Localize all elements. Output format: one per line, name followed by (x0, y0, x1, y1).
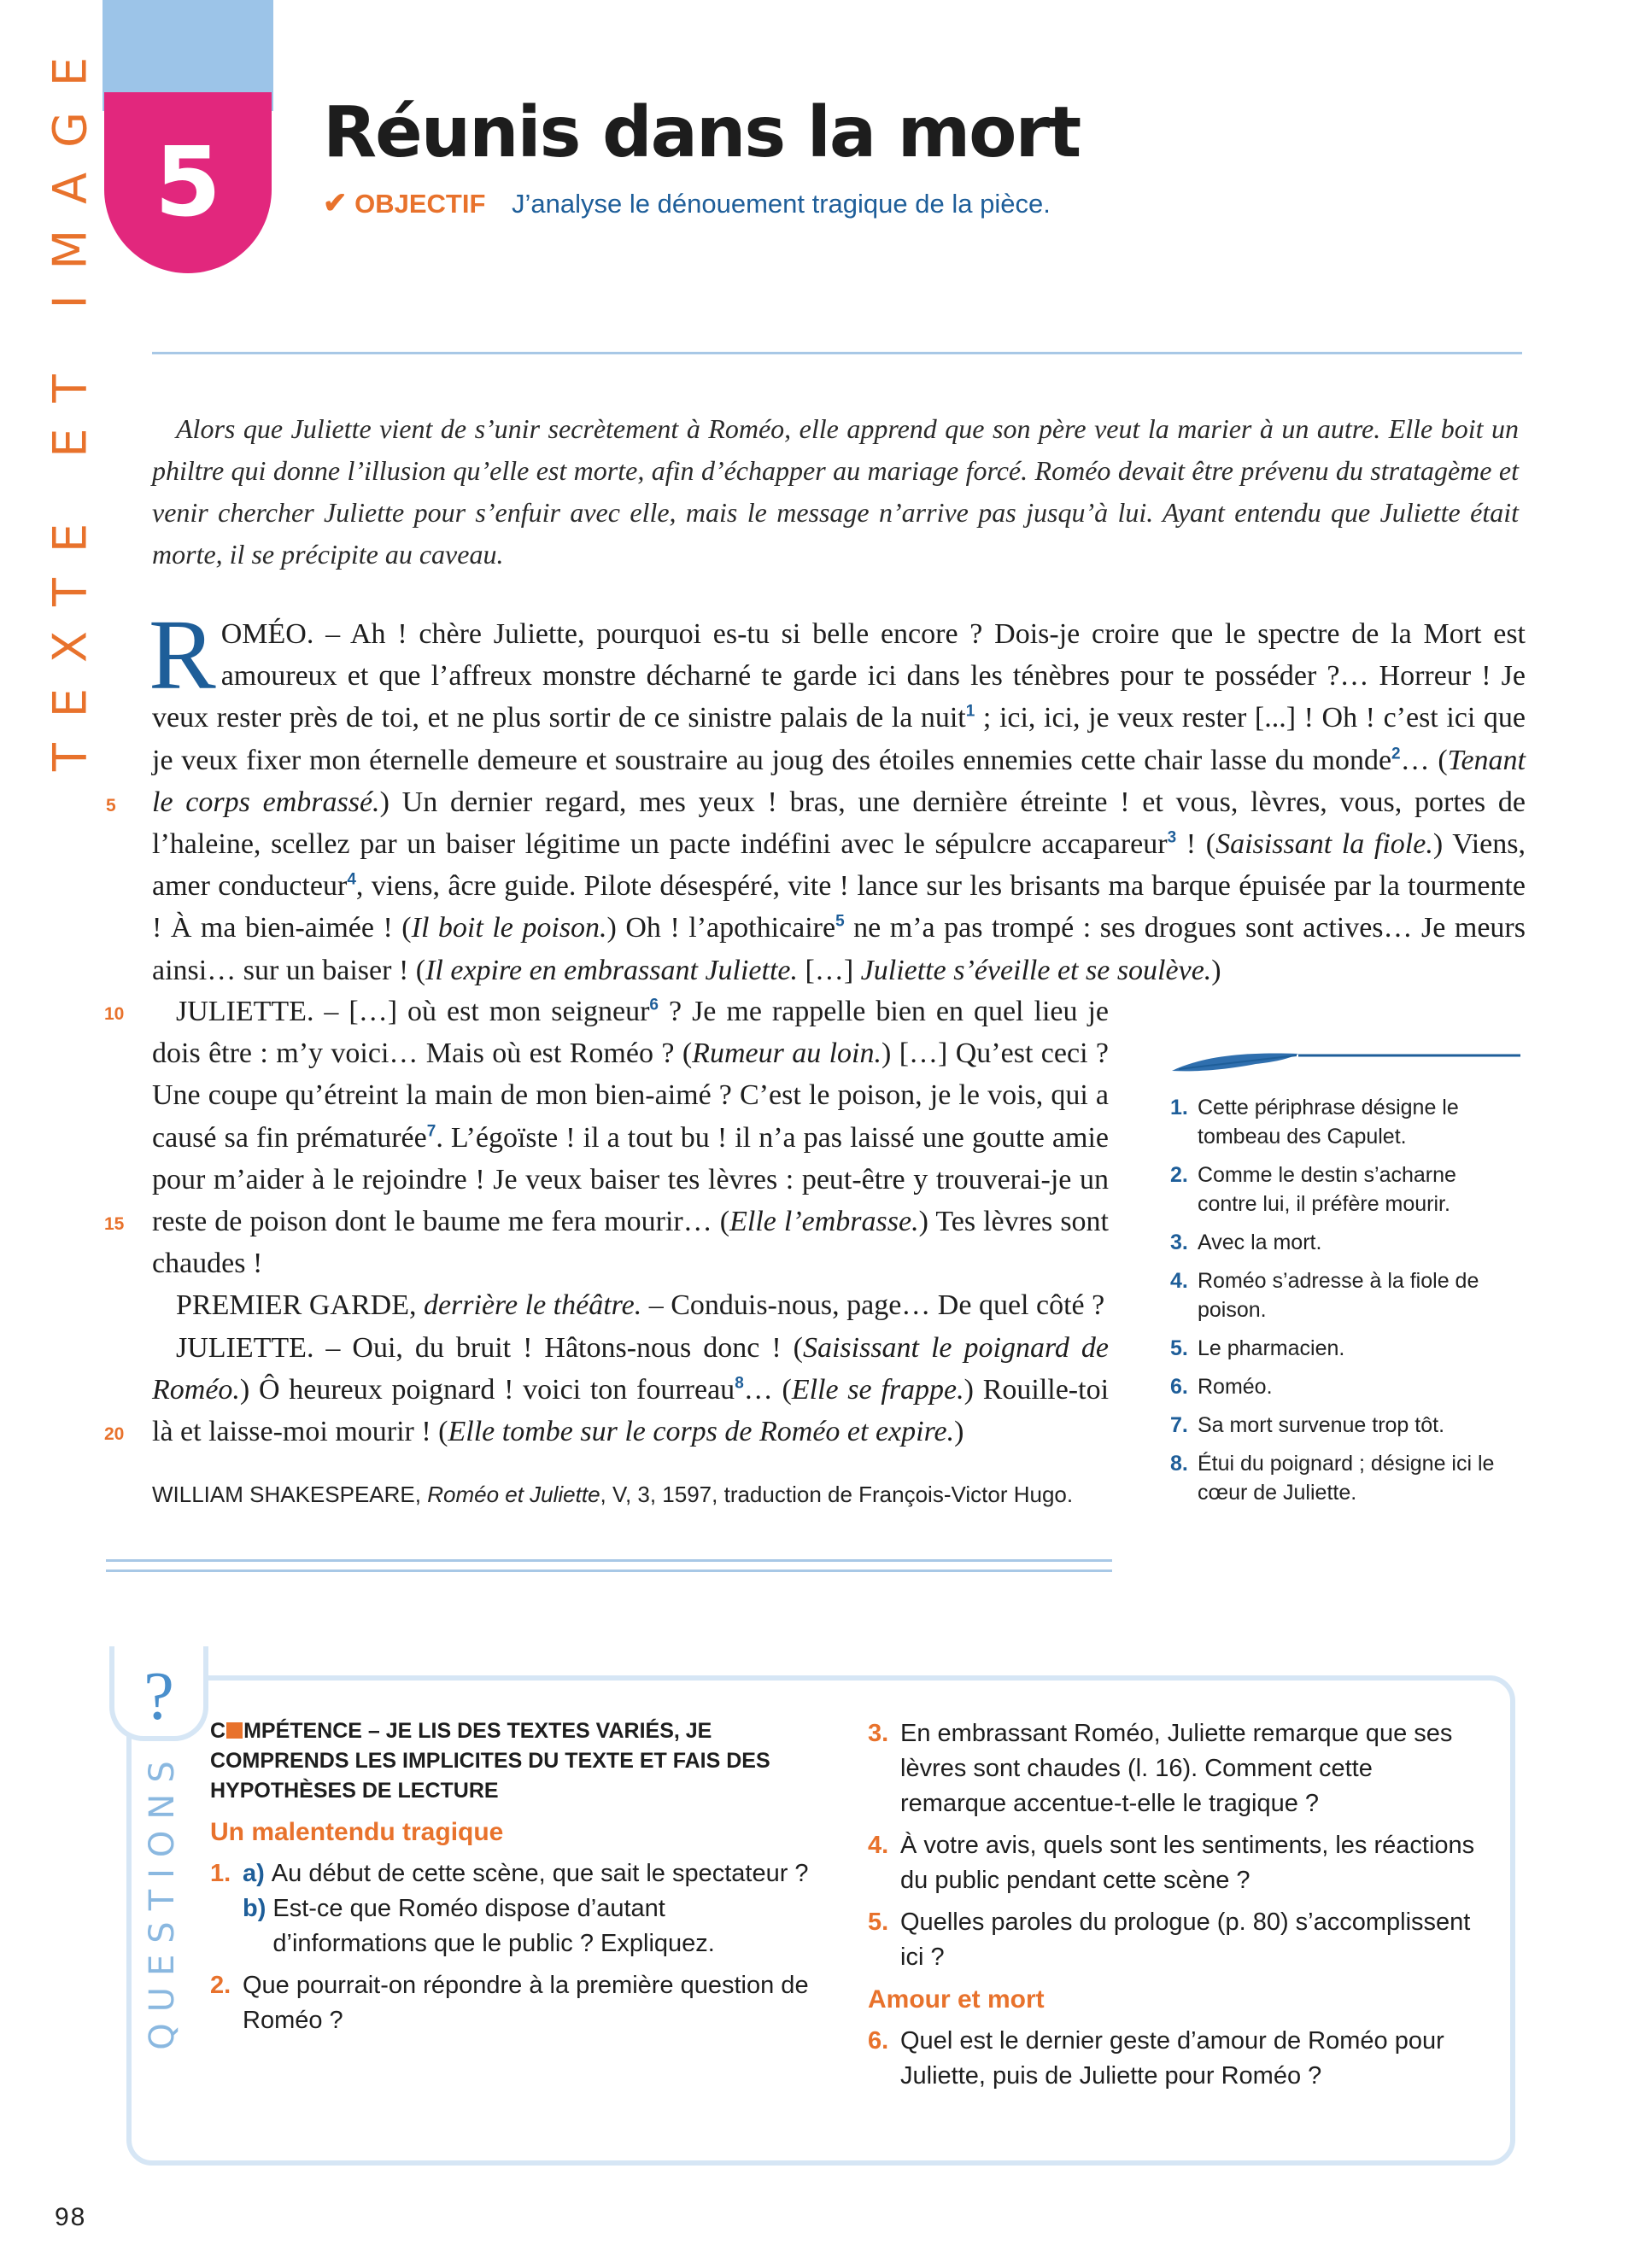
question-6: 6. Quel est le dernier geste d’amour de Roméo pour Juliette, puis de Juliette pour Roméo ? (868, 2027, 1444, 2090)
footnote: 2. Comme le destin s’acharne contre lui, il préfère mourir. (1170, 1163, 1456, 1216)
question-5: 5. Quelles paroles du prologue (p. 80) s’accomplissent ici ? (868, 1909, 1471, 1971)
line-number: 10 (104, 1004, 125, 1024)
line-number: 20 (104, 1424, 125, 1444)
footnote: 7. Sa mort survenue trop tôt. (1170, 1413, 1445, 1437)
play-excerpt (149, 599, 1526, 991)
objective-label: OBJECTIF (354, 189, 486, 219)
footnote: 1. Cette périphrase désigne le tombeau des Capulet. (1170, 1096, 1459, 1149)
footnotes (1170, 1093, 1512, 1517)
footnote-ref-4: 4 (347, 870, 356, 889)
intro-text: Alors que Juliette vient de s’unir secrètement à Roméo, elle apprend que son père veut la marier à un autre. Elle boit un philtre qui donne l’illusion qu’elle est morte, afin d’échapper au mariage forcé. Roméo devait être prévenu du stratagème et venir chercher Juliette pour s’enfuir avec elle, mais le message n’arrive pas jusqu’à lui. Ayant entendu que Juliette était morte, il se précipite au caveau. (152, 413, 1519, 570)
text-divider-bottom (106, 1569, 1112, 1572)
section-heading: Un malentendu tragique (210, 1818, 504, 1846)
work-title: Roméo et Juliette (427, 1482, 600, 1507)
footnote-ref-1: 1 (965, 703, 975, 722)
footnote-ref-6: 6 (649, 996, 659, 1014)
source-citation: WILLIAM SHAKESPEARE, Roméo et Juliette, V, 3, 1597, traduction de François-Victor Hugo. (152, 1482, 1074, 1507)
footnote-ref-7: 7 (426, 1122, 436, 1141)
questions-left-column (210, 1716, 817, 2045)
footnote-ref-8: 8 (735, 1374, 744, 1393)
side-label-text: TEXTE ET IMAGE (43, 31, 97, 772)
text-divider-top (106, 1559, 1112, 1562)
quill-icon (1170, 1049, 1520, 1078)
guard-speech: PREMIER GARDE, derrière le théâtre. – Conduis-nous, page… De quel côté ? (176, 1289, 1105, 1322)
questions-vertical-label: QUESTIONS (143, 1750, 182, 2050)
line-number: 5 (106, 796, 116, 815)
side-section-label (43, 31, 97, 772)
play-excerpt-continued (152, 991, 1109, 1453)
lesson-number-badge: 5 (104, 92, 272, 273)
footnote: 4. Roméo s’adresse à la fiole de poison. (1170, 1269, 1479, 1322)
question-mark-icon: ? (144, 1659, 174, 1734)
page-number: 98 (55, 2203, 87, 2231)
question-3: 3. En embrassant Roméo, Juliette remarque que ses lèvres sont chaudes (l. 16). Comment cette remarque accentue-t-elle le tragique ? (868, 1720, 1453, 1817)
section-heading: Amour et mort (868, 1985, 1045, 2014)
question-1: 1. a) Au début de cette scène, que sait le spectateur ? b) Est-ce que Roméo dispose d’autant d’informations que le public ? Expliquez. (210, 1860, 809, 1957)
footnote-ref-2: 2 (1391, 745, 1401, 763)
competence-heading: C MPÉTENCE – JE LIS DES TEXTES VARIÉS, JE COMPRENDS LES IMPLICITES DU TEXTE ET FAIS DES HYPOTHÈSES DE LECTURE (210, 1719, 770, 1803)
check-icon: ✔ (323, 187, 348, 219)
orange-square-icon (226, 1722, 243, 1739)
footnote-ref-3: 3 (1167, 828, 1177, 847)
romeo-speech: ROMÉO. – Ah ! chère Juliette, pourquoi es-tu si belle encore ? Dois-je croire que le spectre de la Mort est amoureux et que l’affreux monstre décharné te garde ici dans les ténèbres pour te posséder ?… Horreur ! Je veux rester près de toi, et ne plus sortir de ce sinistre palais de la nuit$^1$ ; ici, ici, je veux rester [...] ! Oh ! c’est ici que je veux fixer mon éternelle demeure et soustraire au joug des étoiles ennemies cette chair lasse du monde$^2$… (Tenant le corps embrassé.) Un dernier regard, mes yeux ! bras, une dernière étreinte ! et vous, lèvres, vous, portes de l’haleine, scellez par un baiser légitime un pacte indéfini avec le sépulcre accapareur$^3$ ! (Saisissant la fiole.) Viens, amer conducteur$^4$, viens, âcre guide. Pilote désespéré, vite ! lance sur les brisants ma barque épuisée par la tourmente ! À ma bien-aimée ! (Il boit le poison.) Oh ! l’apothicaire$^5$ ne m’a pas trompé : ses drogues sont actives… Je meurs ainsi… sur un baiser ! (Il expire en embrassant Juliette. […] Juliette s’éveille et se soulève.) (149, 599, 1526, 986)
footnote: 5. Le pharmacien. (1170, 1336, 1345, 1360)
page-title: Réunis dans la mort (323, 92, 1081, 173)
objective-line (323, 186, 1051, 220)
footnote: 8. Étui du poignard ; désigne ici le cœur de Juliette. (1170, 1452, 1495, 1505)
question-2: 2. Que pourrait-on répondre à la première question de Roméo ? (210, 1972, 809, 2034)
questions-right-column (868, 1716, 1476, 2101)
juliette-speech: JULIETTE. – […] où est mon seigneur$^6$ ? Je me rappelle bien en quel lieu je dois être : m’y voici… Mais où est Roméo ? (Rumeur au loin.) […] Qu’est ceci ? Une coupe qu’étreint la main de mon bien-aimé ? C’est le poison, je le vois, qui a causé sa fin prématurée$^7$. L’égoïste ! il a tout bu ! il n’a pas laissé une goutte amie pour m’aider à le rejoindre ! Je veux baiser tes lèvres : peut-être y trouverai-je un reste de poison dont le baume me fera mourir… (Elle l’embrasse.) Tes lèvres sont chaudes ! (152, 996, 1110, 1280)
intro-paragraph (152, 408, 1519, 576)
objective-text: J’analyse le dénouement tragique de la pièce. (512, 189, 1051, 219)
drop-cap: R (149, 599, 216, 710)
footnote: 3. Avec la mort. (1170, 1230, 1322, 1254)
question-4: 4. À votre avis, quels sont les sentiments, les réactions du public pendant cette scène ? (868, 1832, 1475, 1894)
header-divider (152, 352, 1522, 354)
footnote-ref-5: 5 (835, 913, 845, 932)
line-number: 15 (104, 1214, 125, 1234)
juliette-final-speech: JULIETTE. – Oui, du bruit ! Hâtons-nous donc ! (Saisissant le poignard de Roméo.) Ô heureux poignard ! voici ton fourreau$^8$… (Elle se frappe.) Rouille-toi là et laisse-moi mourir ! (Elle tombe sur le corps de Roméo et expire.) (152, 1331, 1110, 1448)
footnote: 6. Roméo. (1170, 1375, 1273, 1399)
